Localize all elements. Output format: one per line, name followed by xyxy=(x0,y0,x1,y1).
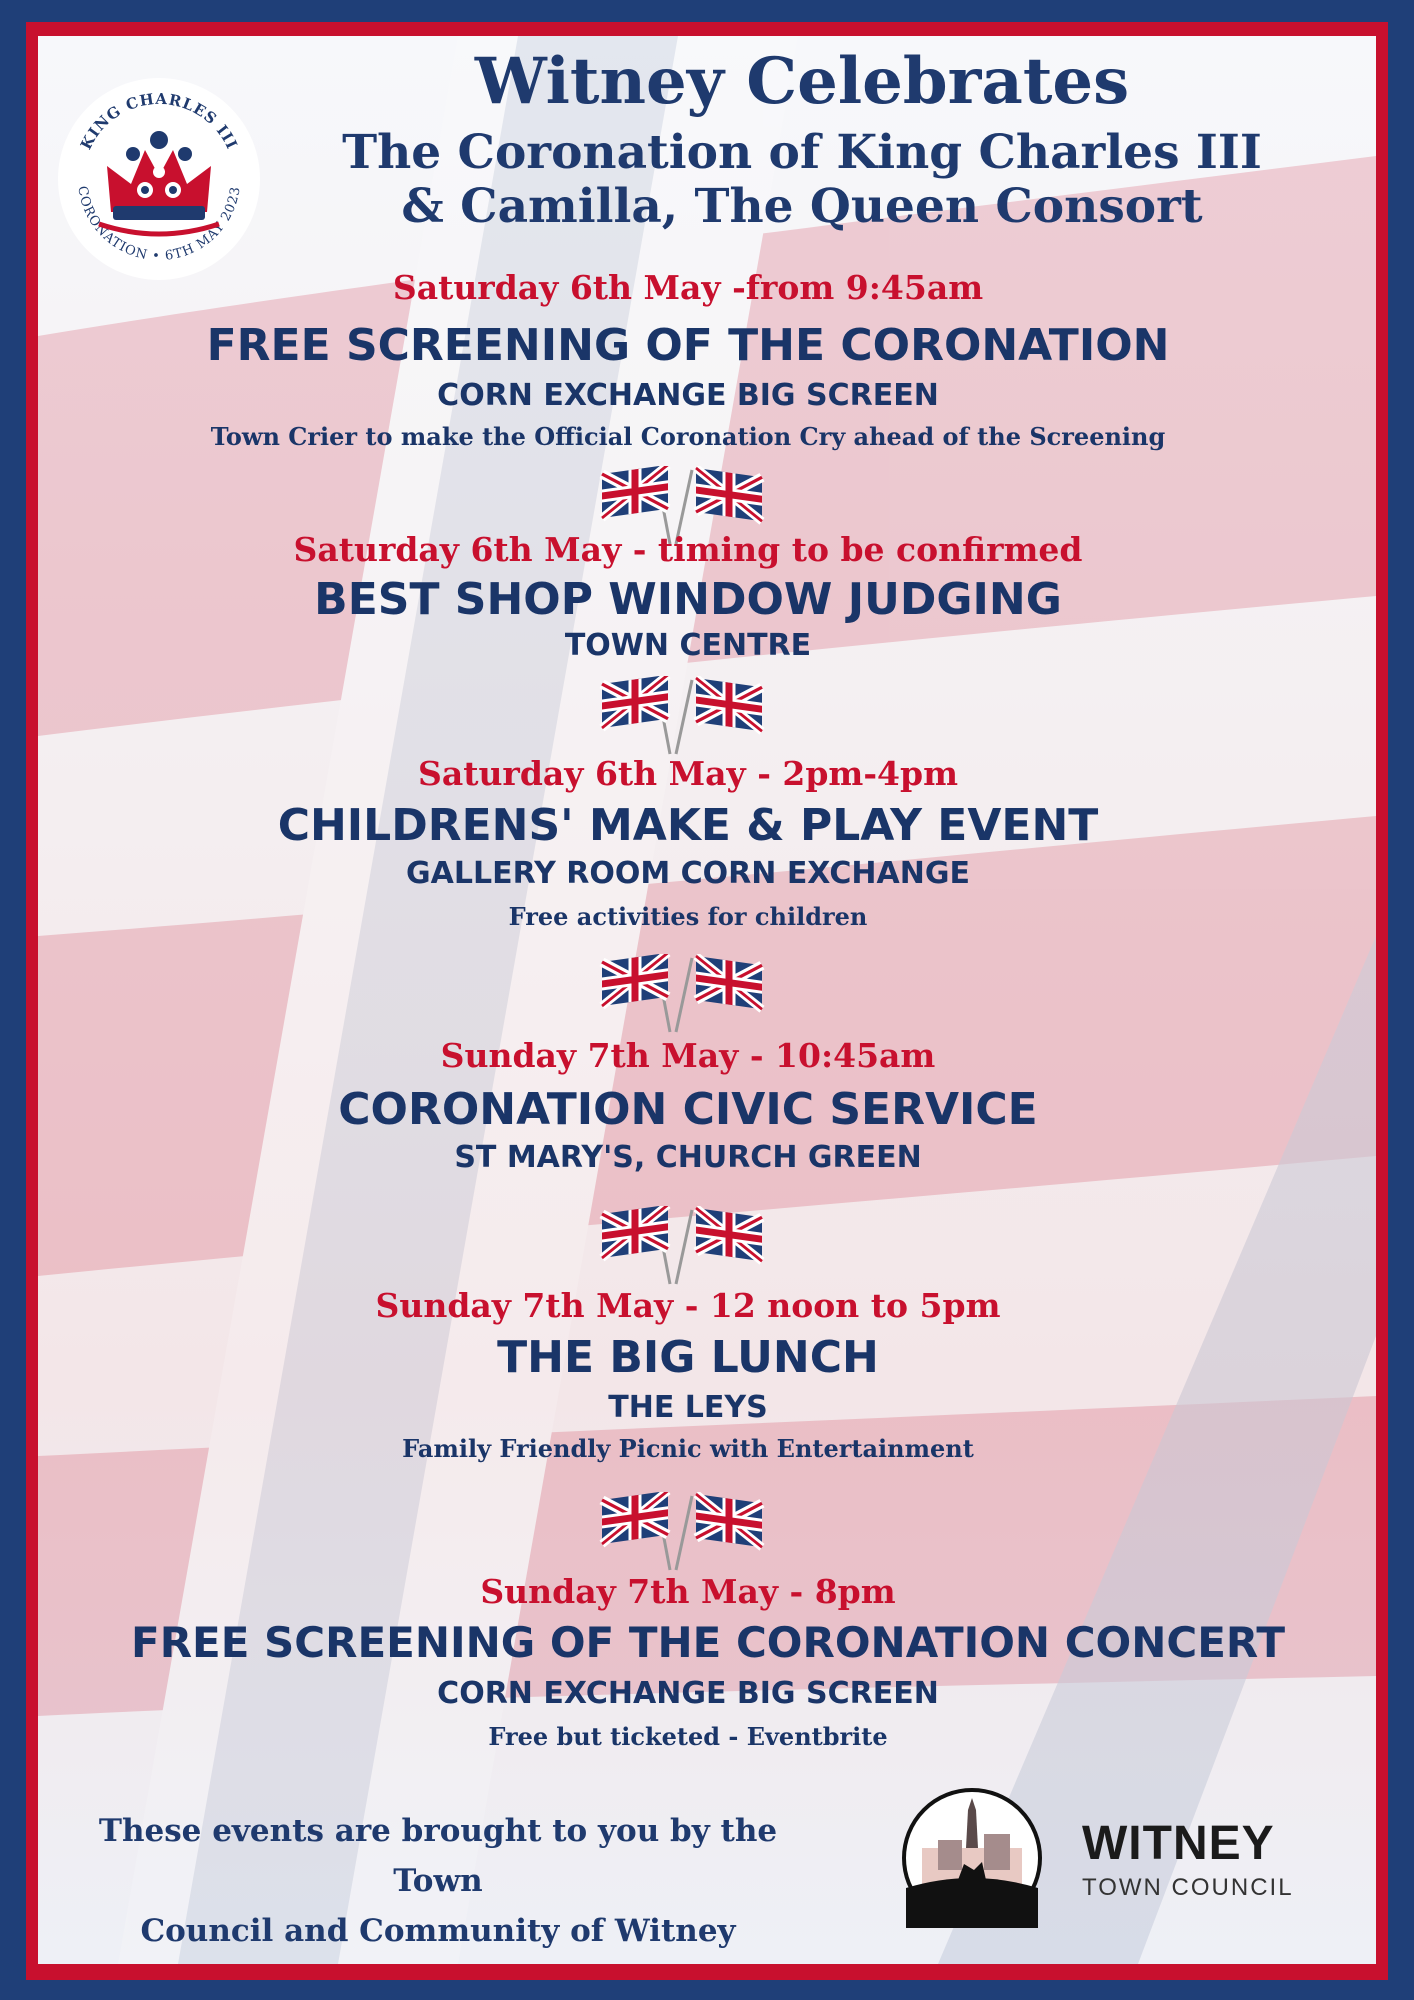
event-1-title: FREE SCREENING OF THE CORONATION xyxy=(206,320,1170,371)
footer-line-2: Council and Community of Witney xyxy=(140,1913,736,1949)
page-title: Witney Celebrates xyxy=(474,44,1130,119)
event-4-when: Sunday 7th May - 10:45am xyxy=(440,1036,936,1075)
event-3-note: Free activities for children xyxy=(508,902,868,931)
event-5-when: Sunday 7th May - 12 noon to 5pm xyxy=(375,1286,1001,1325)
event-4-venue: ST MARY'S, CHURCH GREEN xyxy=(454,1140,922,1175)
witney-crest-icon xyxy=(902,1788,1042,1928)
event-6-when: Sunday 7th May - 8pm xyxy=(480,1572,896,1611)
event-6-title: FREE SCREENING OF THE CORONATION CONCERT xyxy=(131,1618,1285,1667)
footer-credit xyxy=(58,1806,818,1956)
event-4-title: CORONATION CIVIC SERVICE xyxy=(338,1084,1038,1135)
event-5-venue: THE LEYS xyxy=(608,1390,768,1425)
seal-text-top: KING CHARLES III xyxy=(76,89,242,153)
union-flag-pair-icon xyxy=(598,1206,768,1286)
event-2-title: BEST SHOP WINDOW JUDGING xyxy=(314,574,1062,625)
event-2-when: Saturday 6th May - timing to be confirmed xyxy=(293,530,1083,569)
event-1-venue: CORN EXCHANGE BIG SCREEN xyxy=(437,378,939,413)
event-6-venue: CORN EXCHANGE BIG SCREEN xyxy=(437,1676,939,1711)
event-1-note: Town Crier to make the Official Coronation Cry ahead of the Screening xyxy=(210,422,1166,451)
coronation-emblem-icon xyxy=(56,76,262,282)
union-flag-pair-icon xyxy=(598,1492,768,1572)
council-logo-name: WITNEY xyxy=(1082,1817,1275,1870)
council-logo-sub: TOWN COUNCIL xyxy=(1082,1874,1294,1901)
union-flag-pair-icon xyxy=(598,954,768,1034)
poster-panel xyxy=(38,36,1376,1964)
event-5-note: Family Friendly Picnic with Entertainment xyxy=(402,1434,974,1463)
event-3-title: CHILDRENS' MAKE & PLAY EVENT xyxy=(277,800,1099,851)
event-5-title: THE BIG LUNCH xyxy=(497,1332,879,1383)
seal-text-bottom: CORONATION • 6TH MAY 2023 xyxy=(74,184,244,265)
event-3-venue: GALLERY ROOM CORN EXCHANGE xyxy=(406,856,970,891)
event-2-venue: TOWN CENTRE xyxy=(564,628,812,663)
poster-content xyxy=(38,36,1376,1964)
event-1-when: Saturday 6th May -from 9:45am xyxy=(392,268,984,307)
page-subtitle-line2: & Camilla, The Queen Consort xyxy=(401,179,1203,234)
event-6-note: Free but ticketed - Eventbrite xyxy=(488,1722,888,1751)
footer-line-1: These events are brought to you by the Town xyxy=(98,1813,778,1899)
page-subtitle-line1: The Coronation of King Charles III xyxy=(342,125,1262,180)
union-flag-pair-icon xyxy=(598,676,768,756)
event-3-when: Saturday 6th May - 2pm-4pm xyxy=(417,754,958,793)
